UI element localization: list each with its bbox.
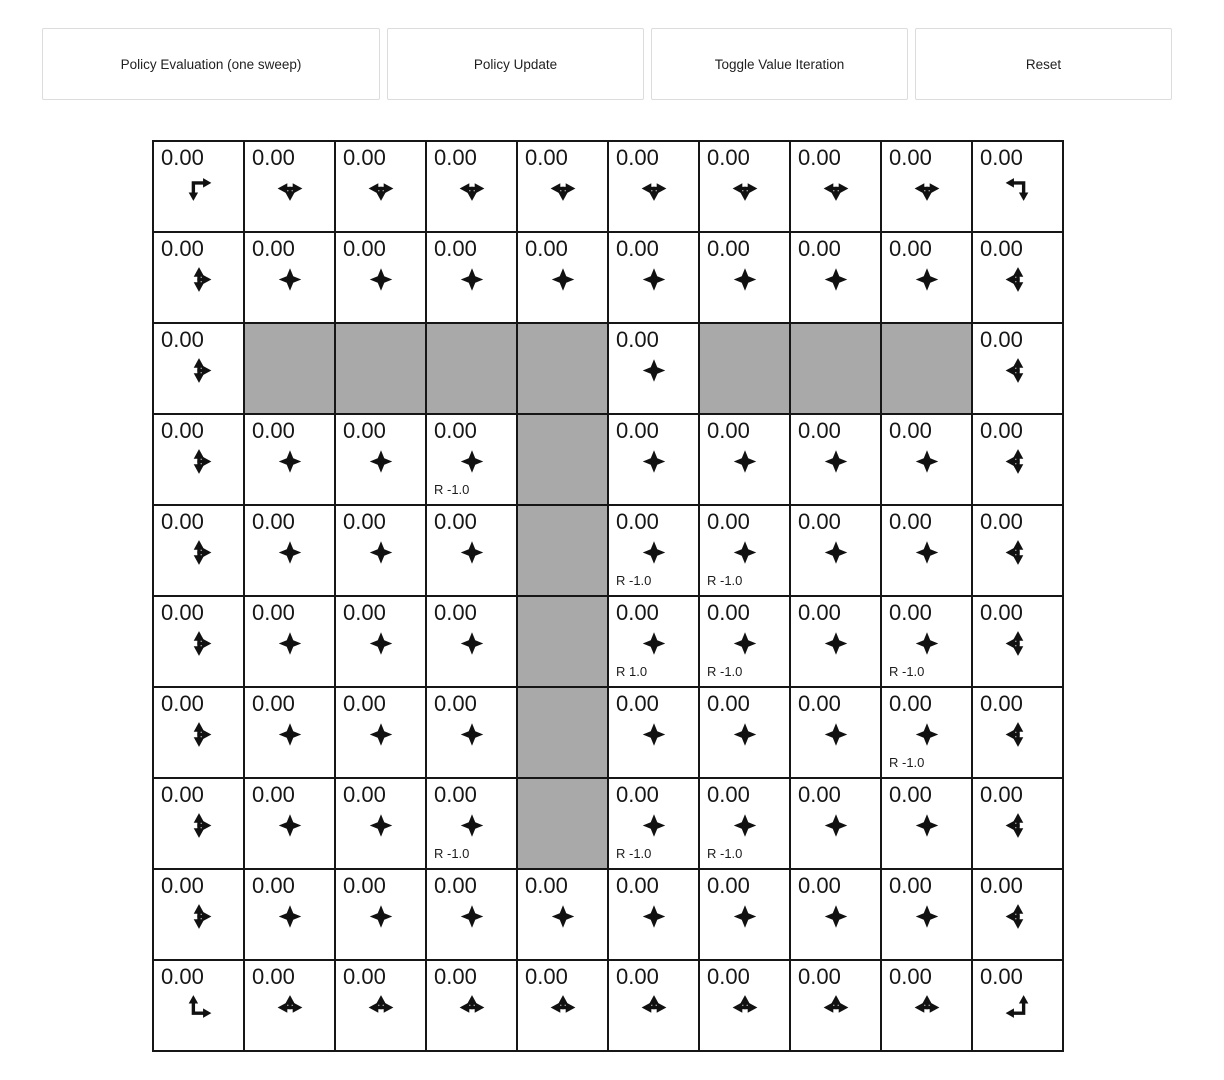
- grid-cell-r7c8[interactable]: [881, 778, 972, 869]
- state-value: 0.00: [980, 145, 1023, 170]
- state-value: 0.00: [980, 236, 1023, 261]
- state-value: 0.00: [343, 782, 386, 807]
- arrow-right-down-icon: [185, 175, 212, 202]
- state-value: 0.00: [889, 782, 932, 807]
- grid-cell-r0c6[interactable]: [699, 141, 790, 232]
- state-value: 0.00: [980, 964, 1023, 989]
- grid-cell-r3c9[interactable]: [972, 414, 1063, 505]
- state-value: 0.00: [525, 145, 568, 170]
- state-value: 0.00: [798, 236, 841, 261]
- grid-cell-r7c9[interactable]: [972, 778, 1063, 869]
- grid-wall-r6c4: [517, 687, 608, 778]
- arrow-all-icon: [640, 448, 667, 475]
- grid-cell-r3c7[interactable]: [790, 414, 881, 505]
- grid-wall-r2c3: [426, 323, 517, 414]
- grid-cell-r1c7[interactable]: [790, 232, 881, 323]
- arrow-all-icon: [367, 812, 394, 839]
- grid-wall-r7c4: [517, 778, 608, 869]
- grid-cell-r9c6[interactable]: [699, 960, 790, 1051]
- arrow-left-right-up-icon: [640, 994, 667, 1021]
- arrow-all-icon: [458, 266, 485, 293]
- arrow-up-left-down-icon: [1004, 812, 1031, 839]
- arrow-up-left-down-icon: [1004, 630, 1031, 657]
- arrow-up-right-down-icon: [185, 903, 212, 930]
- arrow-left-right-down-icon: [913, 175, 940, 202]
- grid-cell-r6c6[interactable]: [699, 687, 790, 778]
- grid-cell-r0c4[interactable]: [517, 141, 608, 232]
- grid-cell-r3c2[interactable]: [335, 414, 426, 505]
- state-value: 0.00: [889, 873, 932, 898]
- state-value: 0.00: [616, 327, 659, 352]
- arrow-up-right-icon: [185, 994, 212, 1021]
- reward-label: R -1.0: [707, 573, 743, 588]
- grid-cell-r0c5[interactable]: [608, 141, 699, 232]
- state-value: 0.00: [980, 418, 1023, 443]
- state-value: 0.00: [616, 145, 659, 170]
- state-value: 0.00: [252, 782, 295, 807]
- grid-cell-r8c1[interactable]: [244, 869, 335, 960]
- state-value: 0.00: [434, 691, 477, 716]
- arrow-all-icon: [913, 903, 940, 930]
- grid-cell-r6c0[interactable]: [153, 687, 244, 778]
- state-value: 0.00: [616, 873, 659, 898]
- arrow-all-icon: [640, 812, 667, 839]
- arrow-all-icon: [549, 266, 576, 293]
- grid-cell-r4c5[interactable]: [608, 505, 699, 596]
- arrow-up-right-down-icon: [185, 812, 212, 839]
- arrow-all-icon: [731, 448, 758, 475]
- grid-cell-r9c9[interactable]: [972, 960, 1063, 1051]
- state-value: 0.00: [434, 418, 477, 443]
- state-value: 0.00: [798, 873, 841, 898]
- arrow-up-left-down-icon: [1004, 539, 1031, 566]
- grid-cell-r7c3[interactable]: [426, 778, 517, 869]
- state-value: 0.00: [616, 691, 659, 716]
- grid-cell-r8c3[interactable]: [426, 869, 517, 960]
- arrow-all-icon: [913, 721, 940, 748]
- state-value: 0.00: [525, 873, 568, 898]
- state-value: 0.00: [889, 509, 932, 534]
- grid-wall-r2c4: [517, 323, 608, 414]
- arrow-all-icon: [640, 539, 667, 566]
- arrow-all-icon: [276, 539, 303, 566]
- arrow-up-right-down-icon: [185, 539, 212, 566]
- grid-cell-r2c9[interactable]: [972, 323, 1063, 414]
- grid-cell-r7c2[interactable]: [335, 778, 426, 869]
- grid-wall-r2c8: [881, 323, 972, 414]
- arrow-left-right-up-icon: [731, 994, 758, 1021]
- arrow-all-icon: [731, 903, 758, 930]
- state-value: 0.00: [252, 145, 295, 170]
- state-value: 0.00: [161, 691, 204, 716]
- grid-cell-r8c5[interactable]: [608, 869, 699, 960]
- grid-cell-r9c3[interactable]: [426, 960, 517, 1051]
- arrow-all-icon: [822, 539, 849, 566]
- state-value: 0.00: [525, 964, 568, 989]
- reward-label: R -1.0: [434, 846, 470, 861]
- grid-cell-r6c9[interactable]: [972, 687, 1063, 778]
- arrow-all-icon: [458, 630, 485, 657]
- grid-cell-r0c2[interactable]: [335, 141, 426, 232]
- state-value: 0.00: [434, 782, 477, 807]
- arrow-all-icon: [640, 903, 667, 930]
- grid-cell-r7c0[interactable]: [153, 778, 244, 869]
- state-value: 0.00: [798, 964, 841, 989]
- reward-label: R -1.0: [707, 664, 743, 679]
- grid-wall-r5c4: [517, 596, 608, 687]
- arrow-up-right-down-icon: [185, 448, 212, 475]
- reward-label: R -1.0: [616, 573, 652, 588]
- arrow-left-right-down-icon: [367, 175, 394, 202]
- state-value: 0.00: [980, 327, 1023, 352]
- arrow-left-right-up-icon: [822, 994, 849, 1021]
- arrow-all-icon: [640, 266, 667, 293]
- arrow-all-icon: [640, 721, 667, 748]
- grid-cell-r8c8[interactable]: [881, 869, 972, 960]
- state-value: 0.00: [161, 418, 204, 443]
- arrow-all-icon: [276, 721, 303, 748]
- state-value: 0.00: [707, 145, 750, 170]
- state-value: 0.00: [707, 782, 750, 807]
- arrow-up-left-down-icon: [1004, 266, 1031, 293]
- arrow-up-right-down-icon: [185, 630, 212, 657]
- arrow-all-icon: [367, 630, 394, 657]
- toolbar: [42, 28, 1172, 100]
- state-value: 0.00: [434, 873, 477, 898]
- arrow-left-right-up-icon: [913, 994, 940, 1021]
- grid-cell-r8c0[interactable]: [153, 869, 244, 960]
- grid-cell-r6c7[interactable]: [790, 687, 881, 778]
- grid-cell-r9c2[interactable]: [335, 960, 426, 1051]
- arrow-left-right-down-icon: [640, 175, 667, 202]
- arrow-all-icon: [731, 812, 758, 839]
- gridworld-grid: [152, 140, 1064, 1052]
- grid-cell-r0c1[interactable]: [244, 141, 335, 232]
- state-value: 0.00: [252, 509, 295, 534]
- arrow-left-right-up-icon: [458, 994, 485, 1021]
- grid-cell-r5c3[interactable]: [426, 596, 517, 687]
- grid-cell-r5c5[interactable]: [608, 596, 699, 687]
- grid-cell-r1c4[interactable]: [517, 232, 608, 323]
- arrow-up-left-down-icon: [1004, 903, 1031, 930]
- arrow-left-right-down-icon: [731, 175, 758, 202]
- state-value: 0.00: [798, 782, 841, 807]
- grid-cell-r8c2[interactable]: [335, 869, 426, 960]
- grid-cell-r9c4[interactable]: [517, 960, 608, 1051]
- arrow-left-right-down-icon: [458, 175, 485, 202]
- state-value: 0.00: [980, 509, 1023, 534]
- state-value: 0.00: [889, 418, 932, 443]
- grid-wall-r4c4: [517, 505, 608, 596]
- grid-cell-r4c7[interactable]: [790, 505, 881, 596]
- arrow-all-icon: [367, 903, 394, 930]
- grid-cell-r0c0[interactable]: [153, 141, 244, 232]
- reset-button[interactable]: Reset: [915, 28, 1172, 100]
- arrow-all-icon: [458, 721, 485, 748]
- arrow-left-right-down-icon: [549, 175, 576, 202]
- grid-cell-r4c8[interactable]: [881, 505, 972, 596]
- arrow-left-right-down-icon: [276, 175, 303, 202]
- state-value: 0.00: [343, 418, 386, 443]
- arrow-all-icon: [731, 630, 758, 657]
- state-value: 0.00: [434, 145, 477, 170]
- arrow-all-icon: [731, 721, 758, 748]
- arrow-up-right-down-icon: [185, 266, 212, 293]
- arrow-all-icon: [731, 266, 758, 293]
- grid-cell-r3c6[interactable]: [699, 414, 790, 505]
- arrow-left-right-up-icon: [549, 994, 576, 1021]
- arrow-all-icon: [913, 630, 940, 657]
- grid-cell-r1c1[interactable]: [244, 232, 335, 323]
- arrow-all-icon: [913, 266, 940, 293]
- state-value: 0.00: [889, 145, 932, 170]
- grid-cell-r7c7[interactable]: [790, 778, 881, 869]
- state-value: 0.00: [343, 873, 386, 898]
- grid-cell-r7c1[interactable]: [244, 778, 335, 869]
- state-value: 0.00: [434, 600, 477, 625]
- arrow-all-icon: [822, 630, 849, 657]
- arrow-all-icon: [367, 539, 394, 566]
- arrow-all-icon: [458, 539, 485, 566]
- grid-cell-r5c7[interactable]: [790, 596, 881, 687]
- grid-cell-r9c0[interactable]: [153, 960, 244, 1051]
- state-value: 0.00: [707, 418, 750, 443]
- arrow-all-icon: [367, 721, 394, 748]
- grid-cell-r3c3[interactable]: [426, 414, 517, 505]
- arrow-all-icon: [276, 903, 303, 930]
- arrow-all-icon: [276, 630, 303, 657]
- arrow-all-icon: [367, 266, 394, 293]
- state-value: 0.00: [525, 236, 568, 261]
- grid-wall-r2c7: [790, 323, 881, 414]
- grid-wall-r2c1: [244, 323, 335, 414]
- arrow-up-right-down-icon: [185, 357, 212, 384]
- grid-cell-r4c1[interactable]: [244, 505, 335, 596]
- grid-cell-r2c5[interactable]: [608, 323, 699, 414]
- grid-cell-r1c5[interactable]: [608, 232, 699, 323]
- state-value: 0.00: [707, 873, 750, 898]
- arrow-all-icon: [822, 448, 849, 475]
- grid-cell-r0c9[interactable]: [972, 141, 1063, 232]
- state-value: 0.00: [161, 327, 204, 352]
- grid-cell-r9c5[interactable]: [608, 960, 699, 1051]
- state-value: 0.00: [616, 509, 659, 534]
- reward-label: R 1.0: [616, 664, 648, 679]
- state-value: 0.00: [798, 418, 841, 443]
- state-value: 0.00: [434, 236, 477, 261]
- grid-cell-r1c6[interactable]: [699, 232, 790, 323]
- state-value: 0.00: [252, 964, 295, 989]
- state-value: 0.00: [798, 509, 841, 534]
- arrow-up-left-down-icon: [1004, 448, 1031, 475]
- state-value: 0.00: [707, 509, 750, 534]
- grid-cell-r4c6[interactable]: [699, 505, 790, 596]
- arrow-up-right-down-icon: [185, 721, 212, 748]
- state-value: 0.00: [343, 691, 386, 716]
- reward-label: R -1.0: [889, 755, 925, 770]
- grid-cell-r7c5[interactable]: [608, 778, 699, 869]
- arrow-up-left-down-icon: [1004, 357, 1031, 384]
- grid-cell-r5c2[interactable]: [335, 596, 426, 687]
- arrow-all-icon: [822, 266, 849, 293]
- state-value: 0.00: [798, 691, 841, 716]
- grid-cell-r1c9[interactable]: [972, 232, 1063, 323]
- reward-label: R -1.0: [434, 482, 470, 497]
- state-value: 0.00: [343, 509, 386, 534]
- arrow-all-icon: [458, 448, 485, 475]
- grid-cell-r7c6[interactable]: [699, 778, 790, 869]
- grid-cell-r1c8[interactable]: [881, 232, 972, 323]
- state-value: 0.00: [252, 691, 295, 716]
- state-value: 0.00: [161, 964, 204, 989]
- reward-label: R -1.0: [707, 846, 743, 861]
- state-value: 0.00: [889, 691, 932, 716]
- policy-update-button[interactable]: Policy Update: [387, 28, 644, 100]
- state-value: 0.00: [616, 418, 659, 443]
- arrow-left-right-down-icon: [822, 175, 849, 202]
- grid-cell-r6c3[interactable]: [426, 687, 517, 778]
- grid-cell-r3c1[interactable]: [244, 414, 335, 505]
- arrow-up-left-down-icon: [1004, 721, 1031, 748]
- grid-wall-r3c4: [517, 414, 608, 505]
- arrow-all-icon: [822, 721, 849, 748]
- arrow-all-icon: [276, 266, 303, 293]
- grid-cell-r8c6[interactable]: [699, 869, 790, 960]
- state-value: 0.00: [889, 236, 932, 261]
- state-value: 0.00: [343, 236, 386, 261]
- state-value: 0.00: [798, 600, 841, 625]
- state-value: 0.00: [161, 509, 204, 534]
- grid-cell-r4c3[interactable]: [426, 505, 517, 596]
- grid-cell-r2c0[interactable]: [153, 323, 244, 414]
- state-value: 0.00: [616, 964, 659, 989]
- arrow-all-icon: [276, 448, 303, 475]
- toggle-value-iteration-button[interactable]: Toggle Value Iteration: [651, 28, 908, 100]
- state-value: 0.00: [889, 600, 932, 625]
- state-value: 0.00: [616, 236, 659, 261]
- grid-cell-r8c9[interactable]: [972, 869, 1063, 960]
- state-value: 0.00: [252, 873, 295, 898]
- grid-cell-r6c1[interactable]: [244, 687, 335, 778]
- arrow-all-icon: [549, 903, 576, 930]
- policy-evaluation-one-sweep-button[interactable]: Policy Evaluation (one sweep): [42, 28, 380, 100]
- grid-cell-r8c4[interactable]: [517, 869, 608, 960]
- grid-cell-r6c2[interactable]: [335, 687, 426, 778]
- state-value: 0.00: [343, 145, 386, 170]
- grid-cell-r3c8[interactable]: [881, 414, 972, 505]
- state-value: 0.00: [707, 964, 750, 989]
- arrow-all-icon: [731, 539, 758, 566]
- arrow-all-icon: [913, 539, 940, 566]
- state-value: 0.00: [707, 691, 750, 716]
- grid-cell-r5c6[interactable]: [699, 596, 790, 687]
- arrow-all-icon: [276, 812, 303, 839]
- grid-wall-r2c6: [699, 323, 790, 414]
- arrow-all-icon: [458, 812, 485, 839]
- arrow-all-icon: [822, 812, 849, 839]
- grid-cell-r9c7[interactable]: [790, 960, 881, 1051]
- grid-cell-r6c8[interactable]: [881, 687, 972, 778]
- state-value: 0.00: [707, 600, 750, 625]
- arrow-all-icon: [913, 812, 940, 839]
- state-value: 0.00: [980, 873, 1023, 898]
- grid-cell-r9c8[interactable]: [881, 960, 972, 1051]
- grid-cell-r3c5[interactable]: [608, 414, 699, 505]
- state-value: 0.00: [707, 236, 750, 261]
- grid-wall-r2c2: [335, 323, 426, 414]
- arrow-up-left-icon: [1004, 994, 1031, 1021]
- arrow-all-icon: [913, 448, 940, 475]
- state-value: 0.00: [343, 600, 386, 625]
- state-value: 0.00: [343, 964, 386, 989]
- arrow-all-icon: [640, 630, 667, 657]
- state-value: 0.00: [252, 236, 295, 261]
- grid-cell-r5c9[interactable]: [972, 596, 1063, 687]
- grid-cell-r0c8[interactable]: [881, 141, 972, 232]
- grid-cell-r6c5[interactable]: [608, 687, 699, 778]
- arrow-left-right-up-icon: [276, 994, 303, 1021]
- arrow-all-icon: [822, 903, 849, 930]
- state-value: 0.00: [161, 782, 204, 807]
- state-value: 0.00: [161, 145, 204, 170]
- grid-cell-r3c0[interactable]: [153, 414, 244, 505]
- state-value: 0.00: [798, 145, 841, 170]
- state-value: 0.00: [889, 964, 932, 989]
- state-value: 0.00: [616, 600, 659, 625]
- reward-label: R -1.0: [616, 846, 652, 861]
- grid-cell-r5c0[interactable]: [153, 596, 244, 687]
- state-value: 0.00: [252, 418, 295, 443]
- state-value: 0.00: [434, 964, 477, 989]
- state-value: 0.00: [161, 236, 204, 261]
- state-value: 0.00: [434, 509, 477, 534]
- grid-cell-r4c2[interactable]: [335, 505, 426, 596]
- state-value: 0.00: [161, 873, 204, 898]
- grid-cell-r0c3[interactable]: [426, 141, 517, 232]
- arrow-left-down-icon: [1004, 175, 1031, 202]
- grid-cell-r1c3[interactable]: [426, 232, 517, 323]
- grid-cell-r8c7[interactable]: [790, 869, 881, 960]
- arrow-all-icon: [640, 357, 667, 384]
- state-value: 0.00: [980, 600, 1023, 625]
- arrow-left-right-up-icon: [367, 994, 394, 1021]
- grid-cell-r1c2[interactable]: [335, 232, 426, 323]
- grid-cell-r9c1[interactable]: [244, 960, 335, 1051]
- grid-cell-r4c9[interactable]: [972, 505, 1063, 596]
- grid-cell-r5c8[interactable]: [881, 596, 972, 687]
- state-value: 0.00: [980, 782, 1023, 807]
- arrow-all-icon: [367, 448, 394, 475]
- grid-cell-r5c1[interactable]: [244, 596, 335, 687]
- state-value: 0.00: [252, 600, 295, 625]
- state-value: 0.00: [980, 691, 1023, 716]
- arrow-all-icon: [458, 903, 485, 930]
- state-value: 0.00: [616, 782, 659, 807]
- state-value: 0.00: [161, 600, 204, 625]
- grid-cell-r4c0[interactable]: [153, 505, 244, 596]
- grid-cell-r0c7[interactable]: [790, 141, 881, 232]
- reward-label: R -1.0: [889, 664, 925, 679]
- grid-cell-r1c0[interactable]: [153, 232, 244, 323]
